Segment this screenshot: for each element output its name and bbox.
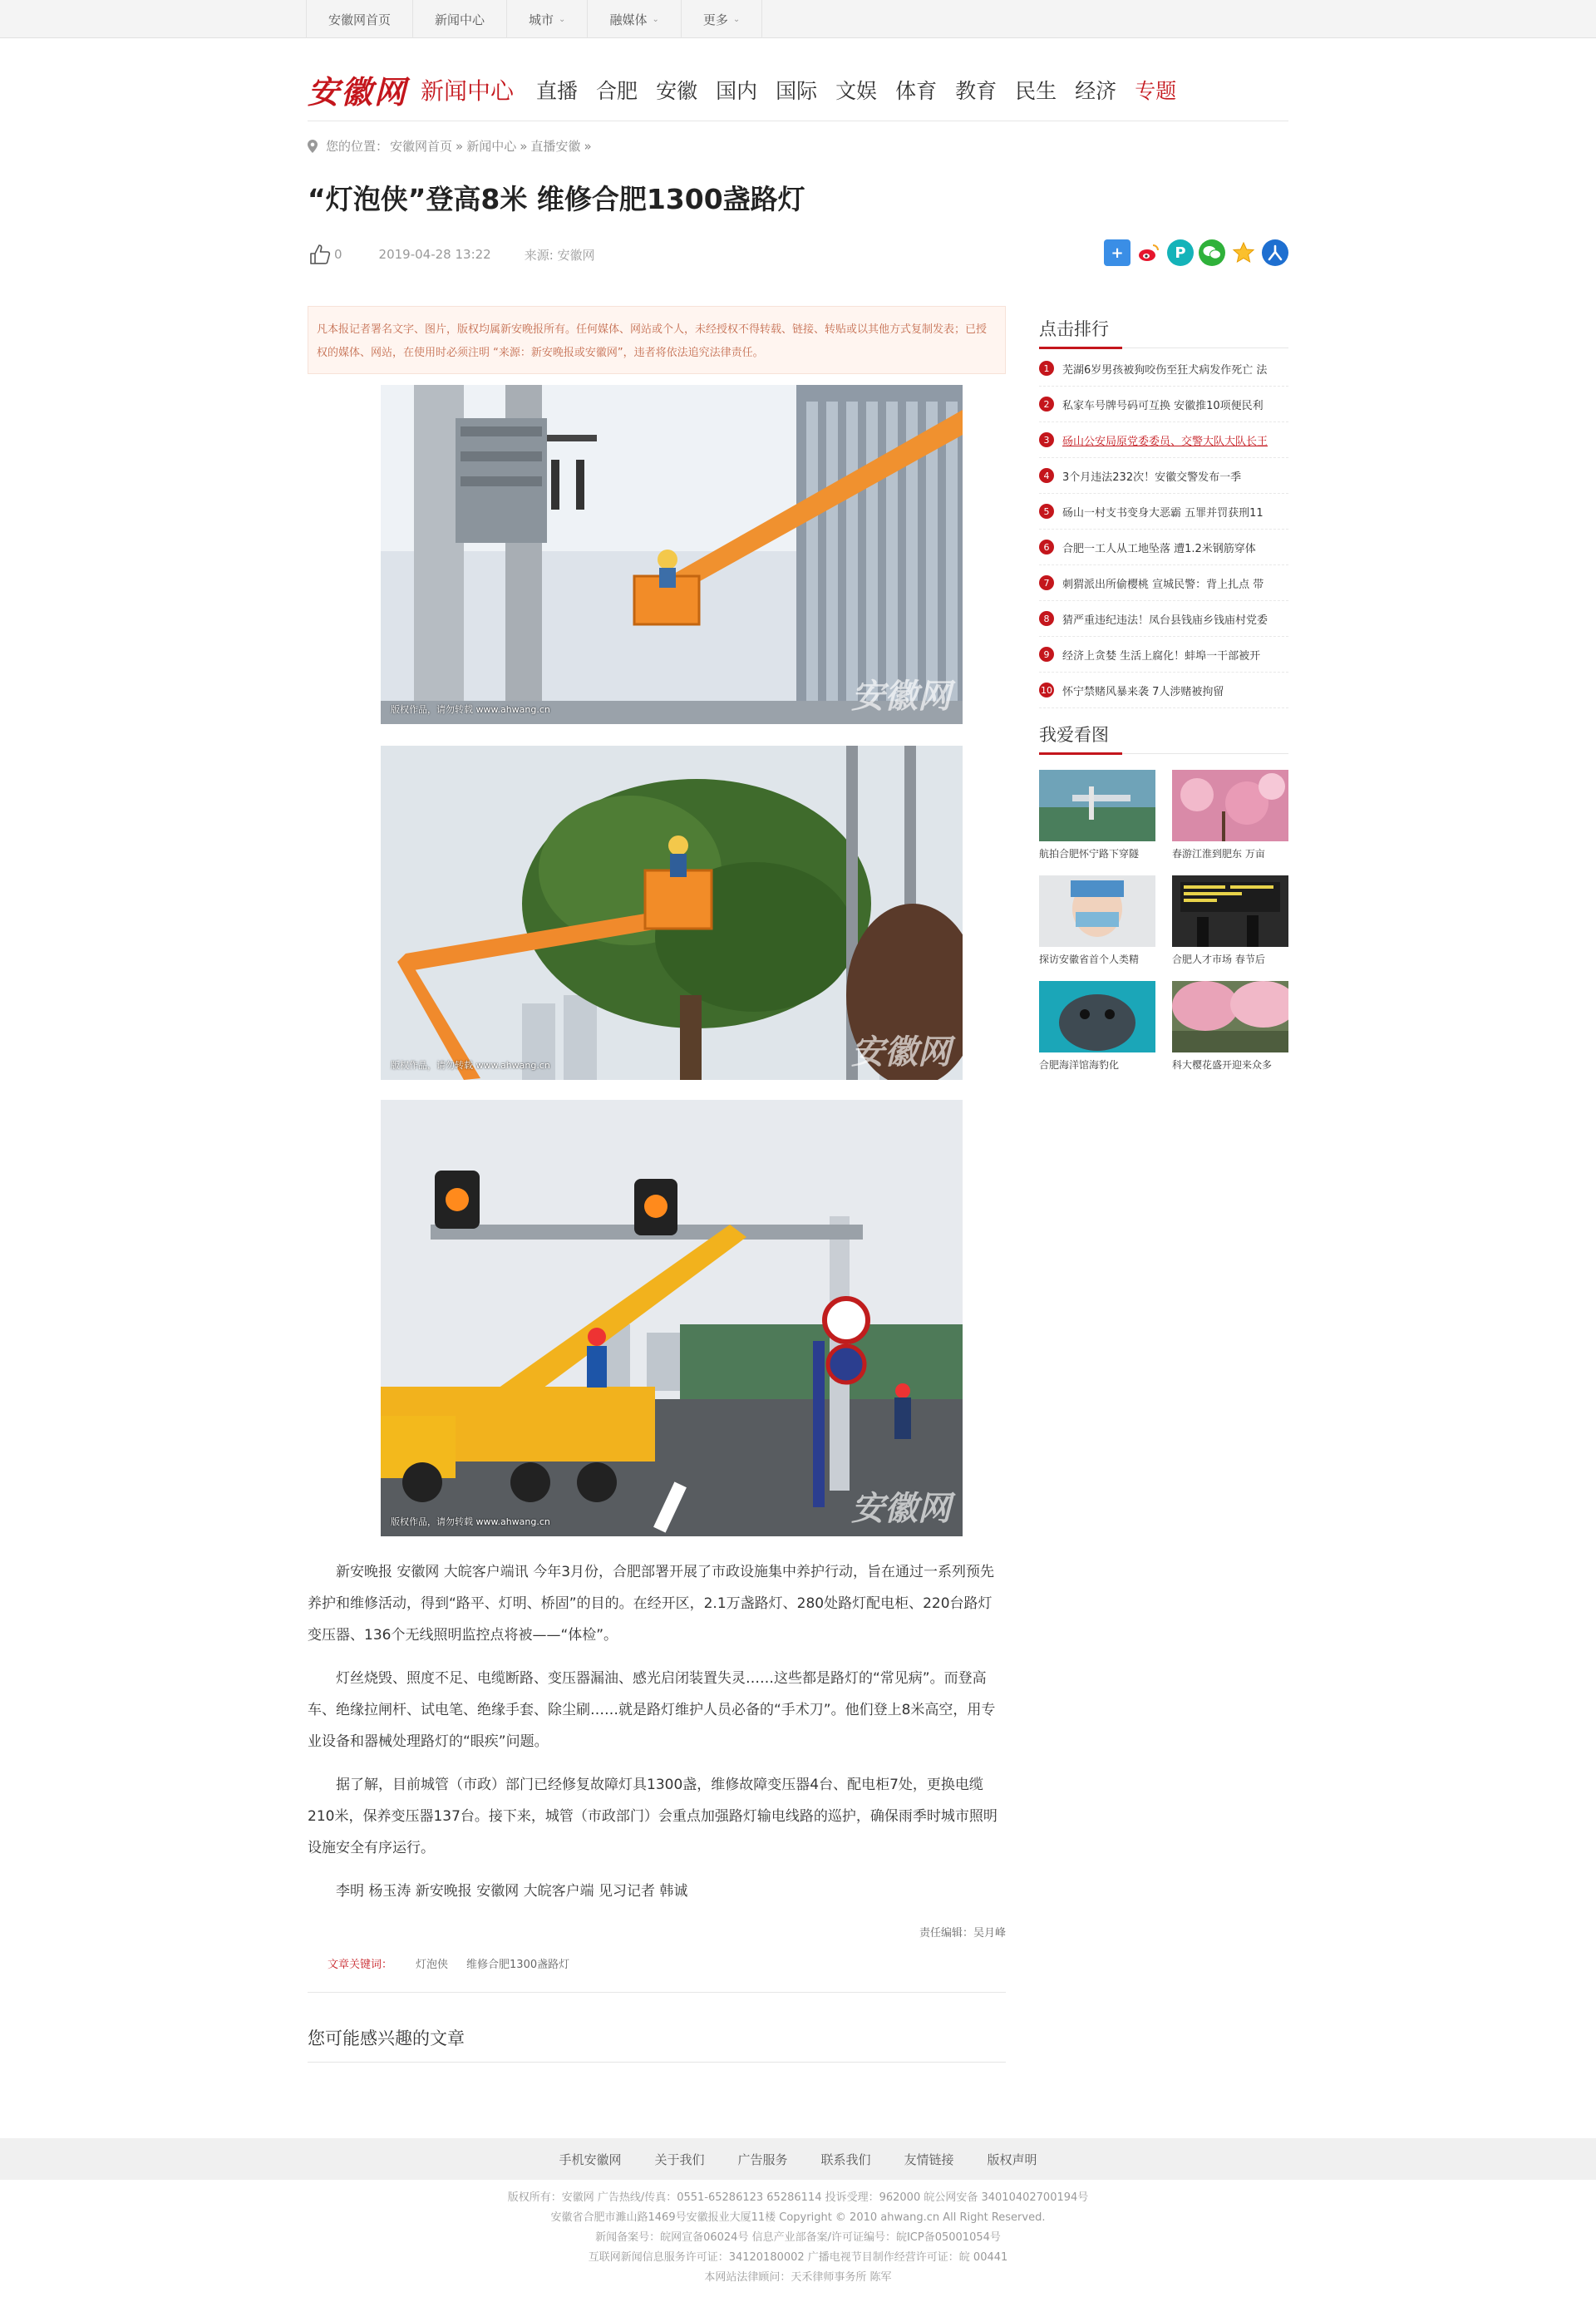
topbar-item[interactable]: [588, 0, 681, 38]
photo-1-caption: 版权作品，请勿转载 www.ahwang.cn: [391, 704, 550, 715]
gallery-thumbnail: [1039, 981, 1155, 1052]
gallery-thumbnail: [1172, 875, 1288, 947]
gallery-caption: 航拍合肥怀宁路下穿隧: [1039, 848, 1140, 860]
breadcrumb-separator: »: [520, 139, 528, 154]
nav-item[interactable]: 国内: [716, 78, 758, 103]
rank-number: 7: [1039, 575, 1054, 590]
copyright-notice: 凡本报记者署名文字、图片，版权均属新安晚报所有。任何媒体、网站或个人，未经授权不得转载、链接、转贴或以其他方式复制发表；已授权的媒体、网站，在使用时必须注明 “来源：新安晚报或安徽网”，违者将依法追究法律责任。: [308, 306, 1006, 374]
article-body: [308, 1556, 1006, 1919]
qzone-share-icon[interactable]: [1230, 239, 1257, 266]
breadcrumb-link[interactable]: 新闻中心: [466, 139, 517, 154]
article-paragraph-1: 新安晚报 安徽网 大皖客户端讯 今年3月份，合肥部署开展了市政设施集中养护行动，旨在通过一系列预先养护和维修活动，得到“路平、灯明、桥固”的目的。在经开区，2.1万盏路灯、280处路灯配电柜、220台路灯变压器、136个无线照明监控点将被——“体检”。: [308, 1564, 995, 1644]
topbar-item-label: 安徽网首页: [328, 12, 392, 27]
related-articles-title: 您可能感兴趣的文章: [308, 2028, 465, 2048]
rank-number: 3: [1039, 432, 1054, 447]
breadcrumb-separator: »: [456, 139, 464, 154]
gallery-thumbnail: [1172, 770, 1288, 841]
chevron-down-icon: ⌄: [732, 14, 741, 24]
rank-title: 怀宁禁赌风暴来袭 7人涉赌被拘留: [1062, 685, 1224, 698]
topbar-item-label: 更多: [702, 12, 728, 27]
chevron-down-icon: ⌄: [652, 14, 659, 24]
rank-item[interactable]: [1039, 565, 1288, 601]
rank-item[interactable]: [1039, 637, 1288, 673]
renren-share-icon[interactable]: [1262, 239, 1288, 266]
keywords-label: 文章关键词：: [328, 1959, 393, 1971]
breadcrumb-link[interactable]: 安徽网首页: [390, 139, 453, 154]
rank-item[interactable]: [1039, 458, 1288, 494]
wechat-share-icon[interactable]: [1199, 239, 1225, 266]
nav-item[interactable]: 民生: [1015, 78, 1057, 103]
nav-item[interactable]: 安徽: [656, 78, 698, 103]
footer-link[interactable]: 版权声明: [987, 2152, 1037, 2167]
rank-number: 5: [1039, 504, 1054, 519]
breadcrumb-prefix: 您的位置：: [326, 139, 389, 154]
photo-3-watermark: 安徽网: [851, 1489, 951, 1528]
breadcrumb-link[interactable]: 直播安徽: [530, 139, 581, 154]
gallery-caption: 春游江淮到肥东 万亩: [1172, 848, 1265, 860]
gallery-thumbnail: [1039, 770, 1155, 841]
like-count: 0: [334, 247, 342, 262]
photo-2-caption: 版权作品，请勿转载 www.ahwang.cn: [391, 1060, 550, 1071]
rank-title: 猜严重违纪违法！凤台县钱庙乡钱庙村党委: [1062, 614, 1268, 627]
nav-item[interactable]: 专题: [1135, 78, 1177, 103]
article-byline: 李明 杨玉涛 新安晚报 安徽网 大皖客户端 见习记者 韩诚: [336, 1883, 688, 1900]
like-thumb-icon[interactable]: [308, 242, 332, 267]
article-source: 来源: 安徽网: [524, 247, 595, 263]
article-keywords: [328, 1955, 588, 1971]
rank-item[interactable]: [1039, 601, 1288, 637]
breadcrumb: [308, 137, 594, 155]
nav-item[interactable]: 经济: [1075, 78, 1117, 103]
topbar-item-label: 城市: [529, 12, 554, 27]
gallery-caption: 科大樱花盛开迎来众多: [1172, 1059, 1273, 1071]
footer-line: 本网站法律顾问：天禾律师事务所 陈军: [704, 2271, 892, 2284]
gallery-caption: 探访安徽省首个人类精: [1039, 954, 1140, 965]
topbar-item[interactable]: [682, 0, 762, 38]
divider: [308, 1992, 1006, 1993]
topbar-item[interactable]: [306, 0, 413, 38]
weibo-share-icon[interactable]: [1135, 239, 1162, 266]
keyword-link[interactable]: 维修合肥1300盏路灯: [466, 1959, 570, 1971]
rank-item[interactable]: [1039, 387, 1288, 422]
gallery-thumbnail: [1172, 981, 1288, 1052]
share-bar: [1099, 239, 1288, 266]
share-more-icon[interactable]: +: [1104, 239, 1130, 266]
footer-line: 新闻备案号：皖网宣备06024号 信息产业部备案/许可证编号：皖ICP备05001054号: [595, 2231, 1001, 2244]
article-photo-2: [381, 746, 963, 1080]
photo-3-caption: 版权作品，请勿转载 www.ahwang.cn: [391, 1516, 550, 1527]
footer-nav: [0, 2138, 1596, 2180]
article-paragraph-2: 灯丝烧毁、照度不足、电缆断路、变压器漏油、感光启闭装置失灵……这些都是路灯的“常见病”。而登高车、绝缘拉闸杆、试电笔、绝缘手套、除尘刷……就是路灯维护人员必备的“手术刀”。他们登上8米高空，用专业设备和器械处理路灯的“眼疾”问题。: [308, 1670, 996, 1750]
nav-item[interactable]: 体育: [895, 78, 938, 103]
article-meta: [308, 239, 1288, 269]
article-photo-1: [381, 385, 963, 724]
site-header: [308, 58, 1288, 121]
rank-item[interactable]: [1039, 351, 1288, 387]
rank-title: 刺猬派出所偷樱桃 宣城民警：背上扎点 带: [1062, 578, 1264, 591]
footer-line: 版权所有：安徽网 广告热线/传真：0551-65286123 65286114 投诉受理：962000 皖公网安备 34010402700194号: [507, 2191, 1089, 2204]
top-bar-menu: [306, 0, 762, 38]
rank-title: 3个月违法232次！安徽交警发布一季: [1062, 471, 1242, 484]
article-title: “灯泡侠”登高8米 维修合肥1300盏路灯: [308, 183, 805, 215]
gallery-item[interactable]: [1039, 875, 1155, 966]
rank-number: 2: [1039, 397, 1054, 412]
footer-link[interactable]: 关于我们: [654, 2152, 705, 2167]
nav-item[interactable]: 国际: [776, 78, 818, 103]
rank-number: 9: [1039, 647, 1054, 662]
responsible-editor: 责任编辑：吴月峰: [919, 1927, 1006, 1940]
top-bar: [0, 0, 1596, 38]
photo-gallery: [1039, 770, 1288, 1072]
rank-title: 砀山公安局原党委委员、交警大队大队长王: [1062, 435, 1268, 448]
nav-item[interactable]: 文娱: [835, 78, 878, 103]
rank-title: 经济上贪婪 生活上腐化！蚌埠一干部被开: [1062, 649, 1261, 663]
gallery-caption: 合肥人才市场 春节后: [1172, 954, 1265, 965]
footer-link[interactable]: 广告服务: [737, 2152, 788, 2167]
rank-item[interactable]: [1039, 673, 1288, 708]
footer-link[interactable]: 联系我们: [820, 2152, 871, 2167]
nav-item[interactable]: 教育: [955, 78, 998, 103]
rank-number: 1: [1039, 361, 1054, 376]
rank-item[interactable]: [1039, 422, 1288, 458]
photo-2-watermark: 安徽网: [851, 1033, 951, 1072]
pinterest-share-icon[interactable]: P: [1167, 239, 1194, 266]
topbar-item-label: 新闻中心: [435, 12, 485, 27]
footer-link[interactable]: 友情链接: [904, 2152, 954, 2167]
topbar-item[interactable]: [413, 0, 507, 38]
rank-number: 4: [1039, 468, 1054, 483]
footer-link[interactable]: 手机安徽网: [559, 2152, 622, 2167]
rank-number: 8: [1039, 611, 1054, 626]
footer-info: [0, 2188, 1596, 2288]
gallery-item[interactable]: [1172, 875, 1288, 966]
rank-title: 私家车号牌号码可互换 安徽推10项便民利: [1062, 399, 1264, 412]
gallery-item[interactable]: [1039, 981, 1155, 1072]
topbar-item[interactable]: [507, 0, 588, 38]
breadcrumb-separator: »: [584, 139, 592, 154]
rank-number: 6: [1039, 540, 1054, 555]
keyword-link[interactable]: 灯泡侠: [416, 1959, 449, 1971]
gallery-section-title: 我爱看图: [1039, 722, 1288, 754]
footer-line: 互联网新闻信息服务许可证：34120180002 广播电视节目制作经营许可证：皖 00441: [588, 2251, 1008, 2264]
gallery-caption: 合肥海洋馆海豹化: [1039, 1059, 1120, 1071]
site-logo[interactable]: 安徽网: [308, 73, 408, 111]
rank-title: 砀山一村支书变身大恶霸 五罪并罚获刑11: [1062, 506, 1264, 520]
main-nav: [527, 75, 1185, 105]
topbar-item-label: 融媒体: [609, 12, 648, 27]
divider: [308, 2062, 1006, 2063]
nav-item[interactable]: 合肥: [596, 78, 638, 103]
chevron-down-icon: ⌄: [559, 14, 566, 24]
rank-list: [1039, 351, 1288, 708]
gallery-thumbnail: [1039, 875, 1155, 947]
location-pin-icon: [308, 140, 318, 153]
nav-item[interactable]: 直播: [536, 78, 579, 103]
footer-line: 安徽省合肥市濉山路1469号安徽报业大厦11楼 Copyright © 2010 ahwang.cn All Right Reserved.: [550, 2211, 1046, 2224]
rank-title: 合肥一工人从工地坠落 遭1.2米钢筋穿体: [1062, 542, 1256, 555]
photo-1-watermark: 安徽网: [851, 677, 951, 716]
rank-item[interactable]: [1039, 530, 1288, 565]
article-paragraph-3: 据了解，目前城管（市政）部门已经修复故障灯具1300盏，维修故障变压器4台、配电柜7处，更换电缆210米，保养变压器137台。接下来，城管（市政部门）会重点加强路灯输电线路的巡护，确保雨季时城市照明设施安全有序运行。: [308, 1777, 998, 1856]
breadcrumb-items: [388, 137, 594, 155]
gallery-item[interactable]: [1039, 770, 1155, 860]
rank-item[interactable]: [1039, 494, 1288, 530]
rank-section-title: 点击排行: [1039, 316, 1288, 348]
rank-title: 芜湖6岁男孩被狗咬伤至狂犬病发作死亡 法: [1062, 363, 1268, 377]
gallery-item[interactable]: [1172, 770, 1288, 860]
gallery-item[interactable]: [1172, 981, 1288, 1072]
publish-date: 2019-04-28 13:22: [378, 247, 491, 262]
rank-number: 10: [1039, 683, 1054, 697]
article-photo-3: [381, 1100, 963, 1536]
channel-title[interactable]: 新闻中心: [421, 76, 515, 105]
